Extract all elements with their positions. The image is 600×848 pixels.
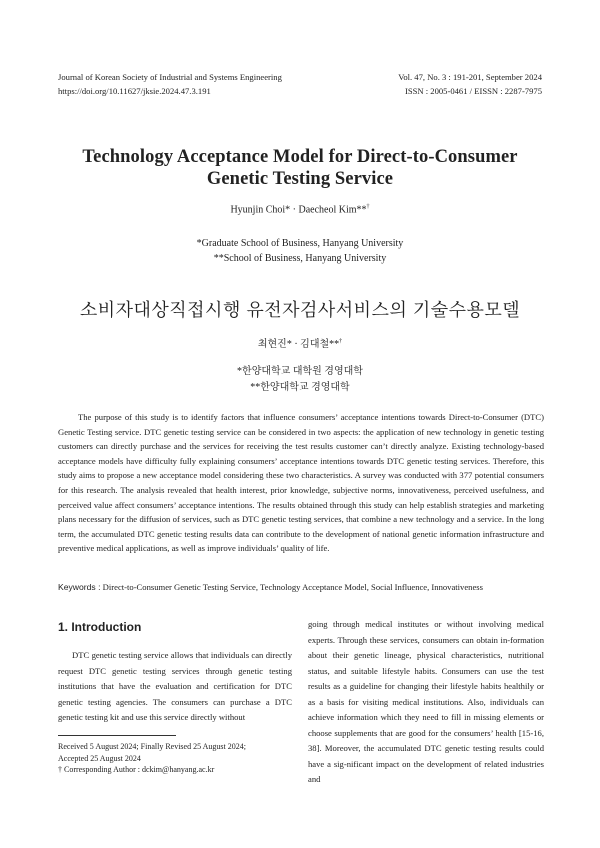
corresponding-mark: † — [366, 204, 370, 210]
english-title — [0, 146, 600, 190]
section-heading: 1. Introduction — [58, 620, 142, 634]
journal-header-right — [398, 70, 542, 98]
received-date: Received 5 August 2024; Finally Revised 25 August 2024; — [58, 742, 246, 751]
korean-corresponding-mark: † — [339, 338, 343, 345]
keywords-label: Keywords : — [58, 582, 101, 592]
english-affiliations — [0, 236, 600, 266]
journal-header-left — [58, 70, 282, 98]
keywords-list: Direct-to-Consumer Genetic Testing Service, Technology Acceptance Model, Social Influence, Innovativeness — [102, 582, 483, 592]
issn-info: ISSN : 2005-0461 / EISSN : 2287-7975 — [404, 86, 542, 96]
korean-affiliations — [0, 364, 600, 396]
english-affiliation-1: *Graduate School of Business, Hanyang University — [196, 238, 404, 249]
corresponding-dagger: † — [58, 765, 62, 774]
volume-info: Vol. 47, No. 3 : 191-201, September 2024 — [398, 72, 542, 82]
abstract: The purpose of this study is to identify factors that influence consumers’ acceptance intentions towards Direct-to-Consumer (DTC) Genetic Testing service. DTC genetic testing service can be considered in two aspects: the application of new technology in genetic testing customers can directly purchase and the services for receiving the test results customer can’t directly analyze. Existing technology-based acceptance models have difficulty fully explaining consumers’ acceptance intentions towards DTC genetic testing services. Therefore, this study aims to propose a new acceptance model considering these two characteristics. A survey was conducted with 377 potential consumers for this research. The analysis revealed that health interest, prior knowledge, subjective norms, innovativeness, perceived usefulness, and perceived value affect consumers’ acceptance intentions. The results obtained through this study can help establish strategies and marketing plans necessary for the diffusion of services, such as DTC genetic testing services, that combine a new technology and a service. In the long term, the accumulated DTC genetic testing results data can contribute to the development of national genetic information infrastructure and preventive medical applications, as well as improve individuals’ quality of life. — [58, 412, 544, 554]
korean-affiliation-2: **한양대학교 경영대학 — [250, 382, 350, 393]
footnotes — [58, 741, 246, 776]
korean-affiliation-1: *한양대학교 대학원 경영대학 — [237, 366, 363, 377]
english-author-names: Hyunjin Choi* · Daecheol Kim** — [230, 204, 367, 216]
doi-link[interactable]: https://doi.org/10.11627/jksie.2024.47.3.191 — [58, 86, 211, 96]
english-affiliation-2: **School of Business, Hanyang University — [213, 253, 387, 264]
english-authors — [0, 204, 600, 215]
intro-left-column: DTC genetic testing service allows that individuals can directly request DTC genetic testing services through genetic testing institutions that have the evaluation and certification for DTC genetic testing agencies. The consumers can purchase a DTC genetic testing kit and use this service directly without — [58, 650, 292, 722]
english-title-line-1: Technology Acceptance Model for Direct-to-Consumer — [82, 147, 518, 167]
corresponding-author-line — [58, 764, 246, 776]
corresponding-author: Corresponding Author : dckim@hanyang.ac.kr — [64, 765, 215, 774]
accepted-date: Accepted 25 August 2024 — [58, 753, 141, 763]
footnote-rule — [58, 735, 176, 736]
journal-name: Journal of Korean Society of Industrial and Systems Engineering — [58, 72, 282, 82]
keywords — [58, 582, 548, 592]
korean-author-names: 최현진* · 김대철** — [257, 339, 340, 350]
intro-right-column: going through medical institutes or without involving medical experts. Through these services, consumers can obtain in-formation about their genetic lineage, physical characteristics, nutritional status, and suitable lifestyle habits. Consumers can use the test results as a guideline for changing their lifestyle habits healthily or as a basis for visiting medical institutions. Also, individuals can achieve information which they need to fill in missing elements or choose supplements that are good for the consumers’ health [15-16, 38]. Moreover, the accumulated DTC genetic testing results could have a sig-nificant impact on the development of related industries and — [308, 619, 544, 784]
korean-authors — [0, 335, 600, 350]
english-title-line-2: Genetic Testing Service — [206, 169, 394, 189]
korean-title: 소비자대상직접시행 유전자검사서비스의 기술수용모델 — [79, 300, 521, 320]
